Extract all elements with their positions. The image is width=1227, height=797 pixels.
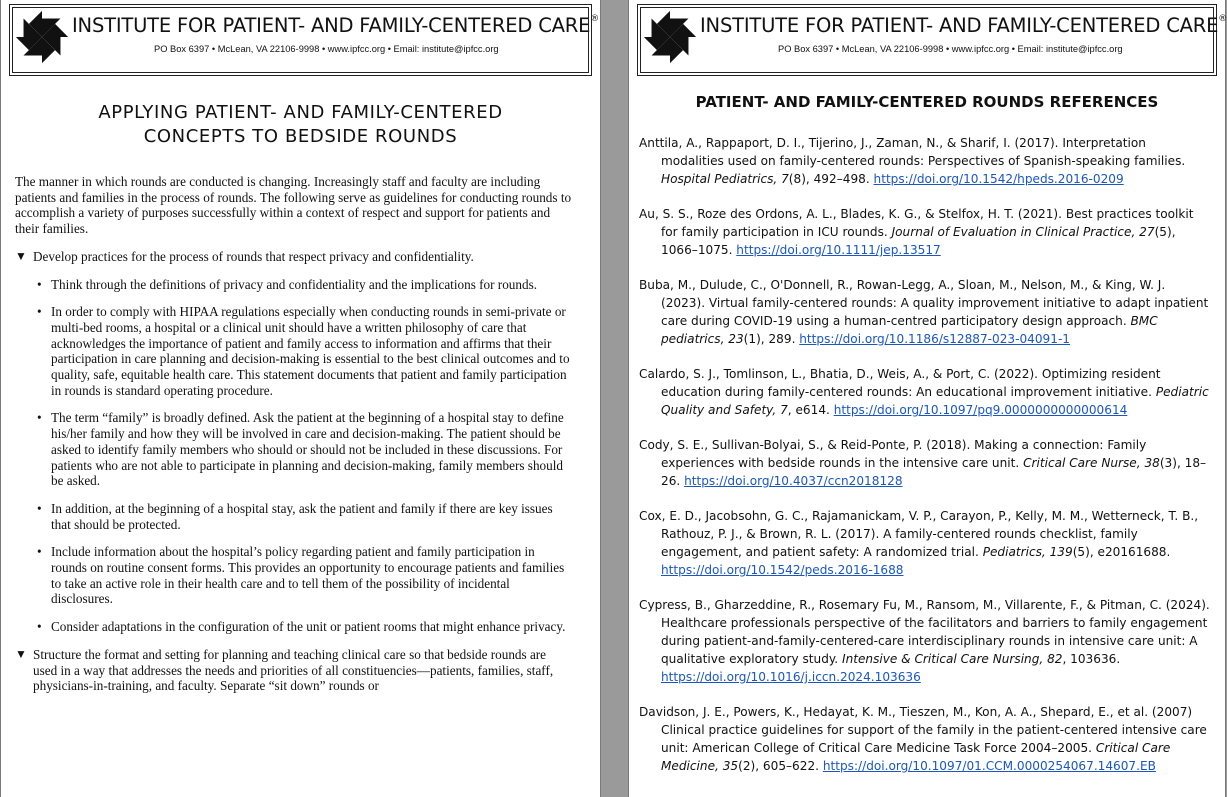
reference-citation-text: Cody, S. E., Sullivan-Bolyai, S., & Reid-Ponte, P. (2018). Making a connection: Family experiences with bedside rounds in the intensive care unit. bbox=[639, 438, 1147, 470]
org-address: PO Box 6397 • McLean, VA 22106-9998 • www.ipfcc.org • Email: institute@ipfcc.org bbox=[778, 44, 1123, 54]
letterhead bbox=[637, 4, 1227, 76]
reference-pages: (3), 18–26. bbox=[661, 456, 1207, 488]
reference-citation-text: Buba, M., Dulude, C., O'Donnell, R., Rowan-Legg, A., Sloan, M., Nelson, M., & King, W. J. (2023). Virtual family-centered rounds: A quality improvement initiative to adapt inpatient care during COVID-19 using a human-centred participatory design approach. bbox=[639, 278, 1209, 328]
right-document-page bbox=[628, 0, 1226, 797]
reference-volume: 7 bbox=[776, 403, 788, 417]
org-address: PO Box 6397 • McLean, VA 22106-9998 • www.ipfcc.org • Email: institute@ipfcc.org bbox=[154, 44, 499, 54]
reference-citation-text: Cox, E. D., Jacobsohn, G. C., Rajamanickam, V. P., Carayon, P., Kelly, M. M., Wetterneck, T. B., Rathouz, P. J., & Brown, R. L. (2017). A family-centered rounds checklist, family engagement, and patient safety: A randomized trial. bbox=[639, 509, 1199, 559]
list-item: • Include information about the hospital’s policy regarding patient and family participation in rounds on routine consent forms. This provides an opportunity to encourage patients and families to take an active role in their health care and to tell them of the possibility of incidental disclosures. bbox=[37, 544, 572, 607]
doi-link[interactable]: https://doi.org/10.1016/j.iccn.2024.103636 bbox=[661, 670, 921, 684]
reference-pages: (2), 605–622. bbox=[738, 759, 823, 773]
reference-journal: Pediatrics, bbox=[982, 545, 1046, 559]
reference-journal: Journal of Evaluation in Clinical Practice bbox=[891, 225, 1132, 239]
reference-citation-text: Calardo, S. J., Tomlinson, L., Bhatia, D., Weis, A., & Port, C. (2022). Optimizing resident education during family-centered rounds: An educational improvement initiative. bbox=[639, 367, 1161, 399]
doi-link[interactable]: https://doi.org/10.1097/01.CCM.0000254067.14607.EB bbox=[822, 759, 1156, 773]
reference-volume: 139 bbox=[1045, 545, 1073, 559]
list-item: • In order to comply with HIPAA regulations especially when conducting rounds in semi-private or multi-bed rooms, a hospital or a clinical unit should have a written philosophy of care that acknowledges the importance of patient and family access to information and affirms that their participation in care planning and decision-making is essential to the best clinical outcomes and to quality, safe, equitable health care. This statement documents that patient and family participation in rounds is standard operating procedure. bbox=[37, 304, 572, 398]
triangle-bullet-icon: ▼ bbox=[15, 646, 27, 661]
org-name: INSTITUTE FOR PATIENT- AND FAMILY-CENTERED CARE® bbox=[700, 14, 1227, 37]
reference-pages: (1), 289. bbox=[743, 332, 800, 346]
reference-journal: Intensive & Critical Care Nursing, bbox=[842, 652, 1044, 666]
reference-pages: (8), 492–498. bbox=[788, 172, 874, 186]
reference-citation-text: Cypress, B., Gharzeddine, R., Rosemary Fu, M., Ransom, M., Villarente, F., & Pitman, C. (2024). Healthcare professionals perspective of the facilitators and barriers to family engagement during patient-and-family-centered-care interdisciplinary rounds in intensive care unit: A qualitative exploratory study. bbox=[639, 598, 1210, 666]
left-document-page bbox=[0, 0, 601, 797]
doi-link[interactable]: https://doi.org/10.1097/pq9.0000000000000614 bbox=[833, 403, 1128, 417]
references-title: PATIENT- AND FAMILY-CENTERED ROUNDS REFERENCES bbox=[695, 93, 1159, 111]
reference-item bbox=[639, 436, 1211, 490]
reference-volume: 38 bbox=[1140, 456, 1160, 470]
reference-item bbox=[639, 703, 1211, 775]
list-item: • The term “family” is broadly defined. Ask the patient at the beginning of a hospital stay to define his/her family and how they will be involved in care and decision-making. The patient should be asked to identify family members who should or should not be included in these discussions. For patients who are not able to participate in planning and decision-making, family members should be asked. bbox=[37, 410, 572, 489]
list-item: • Consider adaptations in the configuration of the unit or patient rooms that might enhance privacy. bbox=[37, 619, 572, 635]
reference-citation-text: Davidson, J. E., Powers, K., Hedayat, K. M., Tieszen, M., Kon, A. A., Shepard, E., et al. (2007) Clinical practice guidelines for support of the family in the patient-centered intensive care unit: American College of Critical Care Medicine Task Force 2004–2005. bbox=[639, 705, 1207, 755]
pinwheel-logo-icon bbox=[642, 9, 698, 65]
reference-volume: , 7 bbox=[773, 172, 789, 186]
intro-paragraph: The manner in which rounds are conducted is changing. Increasingly staff and faculty are including patients and families in the process of rounds. The following serve as guidelines for conducting rounds to accomplish a variety of purposes successfully within a context of respect and support for patients and their families. bbox=[15, 174, 572, 237]
privacy-bullet-list bbox=[15, 277, 572, 635]
doi-link[interactable]: https://doi.org/10.1542/peds.2016-1688 bbox=[661, 563, 904, 577]
reference-list bbox=[639, 134, 1211, 792]
reference-item bbox=[639, 134, 1211, 188]
section-heading-structure: ▼ Structure the format and setting for planning and teaching clinical care so that bedside rounds are used in a way that addresses the needs and priorities of all constituencies—patients, families, staff, physicians-in-training, and faculty. Separate “sit down” rounds or bbox=[15, 646, 554, 694]
reference-journal: Critical Care Medicine, bbox=[661, 741, 1171, 773]
reference-item bbox=[639, 276, 1211, 348]
section-heading-privacy: ▼ Develop practices for the process of rounds that respect privacy and confidentiality. bbox=[15, 248, 474, 264]
reference-volume: 23 bbox=[724, 332, 744, 346]
reference-volume: , 27 bbox=[1131, 225, 1155, 239]
list-item: • In addition, at the beginning of a hospital stay, ask the patient and family if there are key issues that should be protected. bbox=[37, 501, 572, 532]
reference-item bbox=[639, 507, 1211, 579]
reference-volume: 82 bbox=[1043, 652, 1063, 666]
pinwheel-logo-icon bbox=[14, 9, 70, 65]
letterhead bbox=[9, 4, 600, 76]
org-name: INSTITUTE FOR PATIENT- AND FAMILY-CENTERED CARE® bbox=[72, 14, 600, 37]
guidelines-body bbox=[15, 174, 572, 706]
reference-item bbox=[639, 365, 1211, 419]
reference-citation-text: Au, S. S., Roze des Ordons, A. L., Blades, K. G., & Stelfox, H. T. (2021). Best practices toolkit for family participation in ICU rounds. bbox=[639, 207, 1194, 239]
reference-item bbox=[639, 205, 1211, 259]
reference-journal: BMC pediatrics, bbox=[661, 314, 1158, 346]
reference-volume: 35 bbox=[718, 759, 739, 773]
reference-pages: , e614. bbox=[787, 403, 834, 417]
reference-journal: Pediatric Quality and Safety, bbox=[661, 385, 1209, 417]
reference-pages: (5), 1066–1075. bbox=[661, 225, 1176, 257]
triangle-bullet-icon: ▼ bbox=[15, 248, 27, 263]
reference-pages: (5), e20161688. bbox=[1072, 545, 1171, 559]
page-title: APPLYING PATIENT- AND FAMILY-CENTERED CONCEPTS TO BEDSIDE ROUNDS bbox=[98, 102, 503, 147]
doi-link[interactable]: https://doi.org/10.1542/hpeds.2016-0209 bbox=[873, 172, 1124, 186]
doi-link[interactable]: https://doi.org/10.1111/jep.13517 bbox=[736, 243, 941, 257]
reference-journal: Hospital Pediatrics bbox=[661, 172, 774, 186]
reference-pages: , 103636. bbox=[1062, 652, 1121, 666]
doi-link[interactable]: https://doi.org/10.1186/s12887-023-04091-1 bbox=[799, 332, 1071, 346]
doi-link[interactable]: https://doi.org/10.4037/ccn2018128 bbox=[684, 474, 903, 488]
list-item: • Think through the definitions of privacy and confidentiality and the implications for rounds. bbox=[37, 277, 572, 293]
reference-citation-text: Anttila, A., Rappaport, D. I., Tijerino, J., Zaman, N., & Sharif, I. (2017). Interpretation modalities used on family-centered rounds: Perspectives of Spanish-speaking families. bbox=[639, 136, 1186, 168]
reference-journal: Critical Care Nurse, bbox=[1023, 456, 1141, 470]
reference-item bbox=[639, 596, 1211, 686]
